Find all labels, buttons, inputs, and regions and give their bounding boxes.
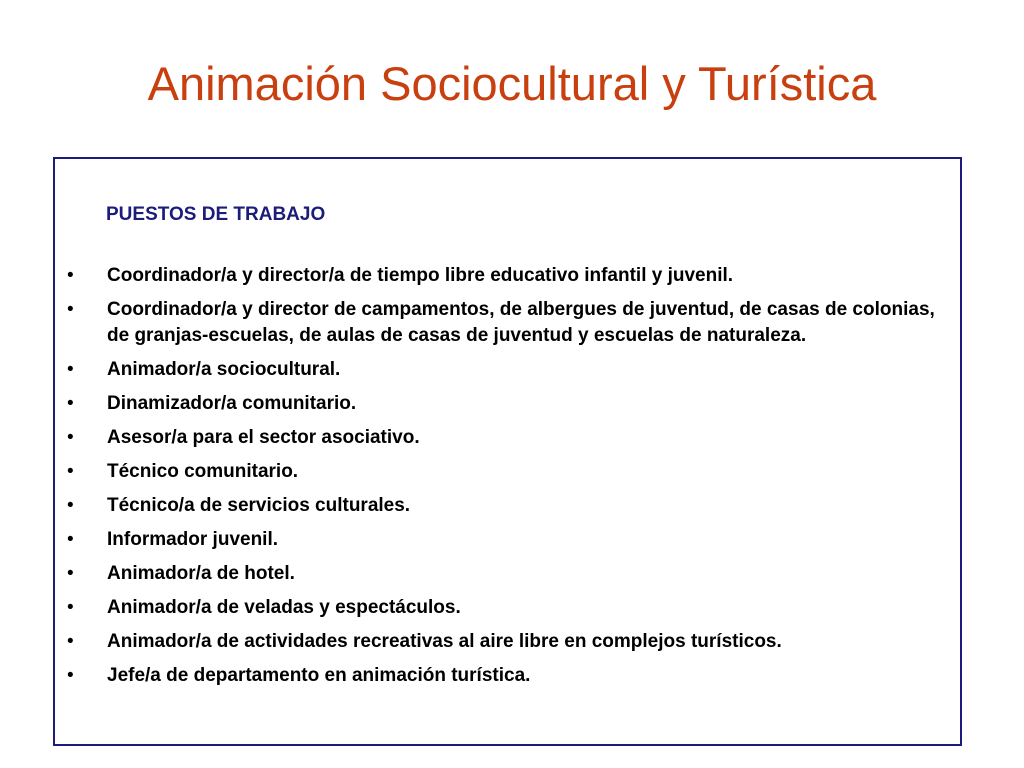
list-item-text: Jefe/a de departamento en animación turística. <box>107 665 531 686</box>
list-item-text: Coordinador/a y director/a de tiempo libre educativo infantil y juvenil. <box>107 265 734 286</box>
list-item <box>55 391 935 417</box>
slide-title: Animación Sociocultural y Turística <box>147 57 877 110</box>
bullet-icon: • <box>67 563 74 584</box>
content-box <box>53 157 962 746</box>
section-heading: PUESTOS DE TRABAJO <box>106 204 326 225</box>
list-item-text: Coordinador/a y director de campamentos, de albergues de juventud, de casas de colonias, de granjas-escuelas, de aulas de casas de juventud y escuelas de naturaleza. <box>107 299 935 346</box>
list-item <box>55 629 935 655</box>
bullet-icon: • <box>67 529 74 550</box>
bullet-icon: • <box>67 427 74 448</box>
list-item-text: Animador/a de actividades recreativas al aire libre en complejos turísticos. <box>107 631 782 652</box>
list-item <box>55 459 935 485</box>
list-item-text: Técnico comunitario. <box>107 461 299 482</box>
list-item-text: Animador/a sociocultural. <box>107 359 341 380</box>
list-item <box>55 493 935 519</box>
list-item-text: Informador juvenil. <box>107 529 279 550</box>
list-item <box>55 663 935 689</box>
list-item <box>55 263 935 289</box>
list-item <box>55 297 935 349</box>
list-item <box>55 561 935 587</box>
list-item <box>55 595 935 621</box>
bullet-icon: • <box>67 393 74 414</box>
bullet-icon: • <box>67 265 74 286</box>
list-item-text: Técnico/a de servicios culturales. <box>107 495 411 516</box>
list-item-text: Animador/a de hotel. <box>107 563 295 584</box>
list-item-text: Dinamizador/a comunitario. <box>107 393 357 414</box>
list-item-text: Animador/a de veladas y espectáculos. <box>107 597 461 618</box>
bullet-icon: • <box>67 665 74 686</box>
list-item <box>55 357 935 383</box>
bullet-icon: • <box>67 461 74 482</box>
bullet-icon: • <box>67 597 74 618</box>
list-item-text: Asesor/a para el sector asociativo. <box>107 427 420 448</box>
bullet-icon: • <box>67 631 74 652</box>
bullet-icon: • <box>67 299 74 320</box>
list-item <box>55 425 935 451</box>
bullet-icon: • <box>67 495 74 516</box>
bullet-icon: • <box>67 359 74 380</box>
job-list <box>55 263 935 697</box>
list-item <box>55 527 935 553</box>
